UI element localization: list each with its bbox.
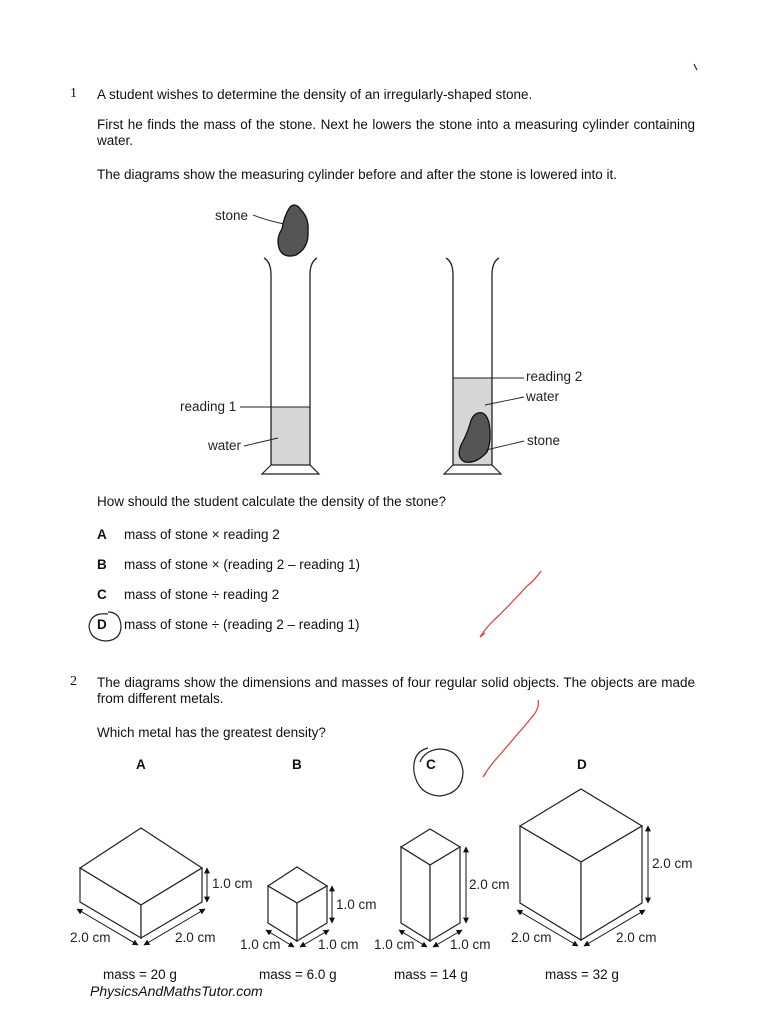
object-c-right-dim: 1.0 cm: [450, 937, 491, 952]
label-stone-top: stone: [215, 208, 249, 223]
object-a-mass: mass = 20 g: [103, 967, 177, 982]
q1-intro: A student wishes to determine the density of an irregularly-shaped stone.: [97, 87, 533, 102]
object-d-left-dim: 2.0 cm: [511, 930, 552, 945]
question-2-number: 2: [70, 674, 77, 689]
object-d-height: 2.0 cm: [652, 856, 693, 871]
q1-question: How should the student calculate the density of the stone?: [97, 494, 446, 509]
object-c-letter: C: [426, 757, 436, 772]
option-c-text[interactable]: mass of stone ÷ reading 2: [124, 587, 280, 602]
label-reading-2: reading 2: [526, 369, 583, 384]
object-b-height: 1.0 cm: [336, 897, 377, 912]
option-a-text[interactable]: mass of stone × reading 2: [124, 527, 280, 542]
label-water-left: water: [208, 438, 242, 453]
label-water-right: water: [526, 389, 560, 404]
option-a-letter[interactable]: A: [97, 527, 107, 542]
option-b-letter[interactable]: B: [97, 557, 107, 572]
object-a-left-dim: 2.0 cm: [70, 930, 111, 945]
object-b-right-dim: 1.0 cm: [318, 937, 359, 952]
object-d-letter: D: [577, 757, 587, 772]
footer-site-name[interactable]: PhysicsAndMathsTutor.com: [90, 983, 263, 999]
q2-question: Which metal has the greatest density?: [97, 725, 326, 740]
option-d-letter[interactable]: D: [97, 617, 107, 632]
object-b-left-dim: 1.0 cm: [240, 937, 281, 952]
object-d-right-dim: 2.0 cm: [616, 930, 657, 945]
q1-para3: The diagrams show the measuring cylinder before and after the stone is lowered into it.: [97, 167, 618, 182]
red-tick-q2: [483, 700, 538, 777]
label-reading-1: reading 1: [180, 399, 237, 414]
object-c-left-dim: 1.0 cm: [374, 937, 415, 952]
question-1-number: 1: [70, 86, 77, 101]
q2-intro: The diagrams show the dimensions and masses of four regular solid objects. The objects are made from different metals.: [97, 675, 695, 706]
object-b-mass: mass = 6.0 g: [259, 967, 337, 982]
label-stone-right: stone: [527, 433, 561, 448]
object-a-right-dim: 2.0 cm: [175, 930, 216, 945]
option-c-letter[interactable]: C: [97, 587, 107, 602]
object-c-height: 2.0 cm: [469, 877, 510, 892]
option-b-text[interactable]: mass of stone × (reading 2 – reading 1): [124, 557, 361, 572]
q1-para2: First he finds the mass of the stone. Next he lowers the stone into a measuring cylinder containing water.: [97, 117, 695, 148]
object-a-letter: A: [136, 757, 146, 772]
object-b-letter: B: [292, 757, 302, 772]
object-c-mass: mass = 14 g: [394, 967, 468, 982]
circle-mark-c: [414, 748, 463, 796]
option-d-text[interactable]: mass of stone ÷ (reading 2 – reading 1): [124, 617, 360, 632]
object-a-height: 1.0 cm: [212, 876, 253, 891]
object-d-mass: mass = 32 g: [545, 967, 619, 982]
